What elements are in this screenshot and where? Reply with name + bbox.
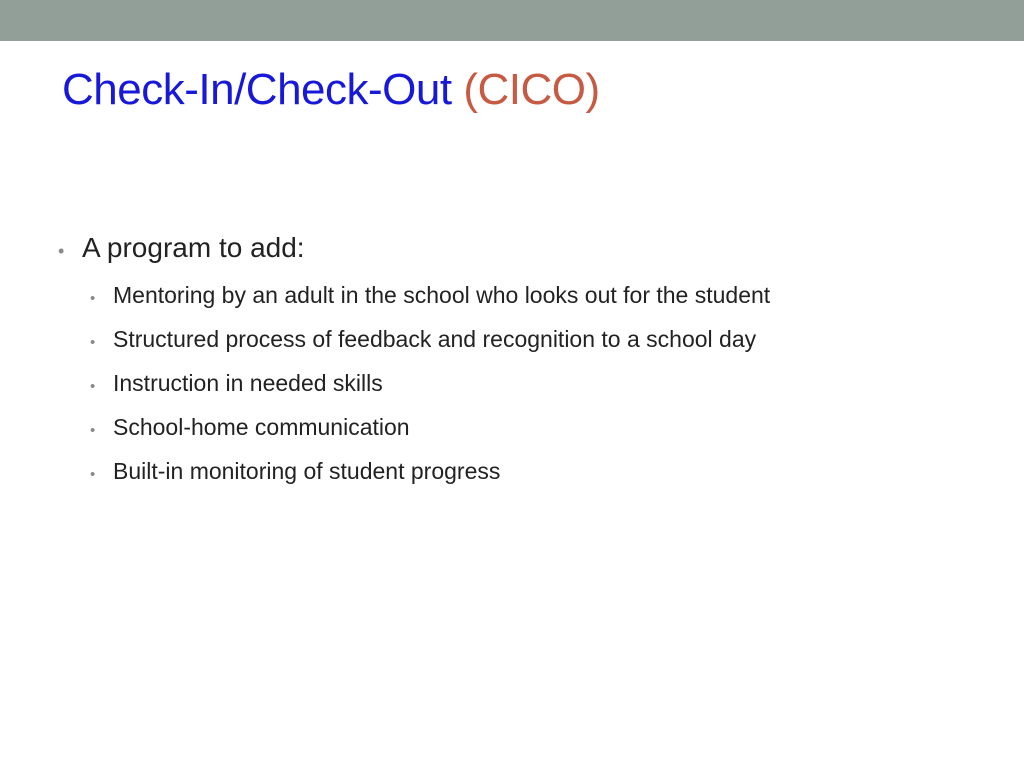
sub-bullet-list — [58, 275, 978, 495]
bullet-icon: • — [90, 334, 96, 351]
bullet-icon: • — [90, 290, 96, 307]
top-band — [0, 0, 1024, 41]
sub-bullet-item — [90, 451, 978, 495]
sub-bullet-text: School-home communication — [113, 414, 410, 440]
title-main: Check-In/Check-Out — [62, 65, 452, 114]
sub-bullet-text: Mentoring by an adult in the school who looks out for the student — [113, 282, 771, 308]
sub-bullet-text: Built-in monitoring of student progress — [113, 458, 501, 484]
title-accent: (CICO) — [463, 65, 600, 114]
main-bullet-point — [58, 228, 978, 271]
sub-bullet-text: Instruction in needed skills — [113, 370, 383, 396]
bullet-icon: • — [90, 378, 96, 395]
slide-title — [62, 62, 600, 118]
sub-bullet-text: Structured process of feedback and recognition to a school day — [113, 326, 757, 352]
sub-bullet-item — [90, 407, 978, 451]
main-point-text: A program to add: — [82, 232, 305, 263]
bullet-icon: • — [90, 466, 96, 483]
sub-bullet-item — [90, 363, 978, 407]
bullet-icon: • — [90, 422, 96, 439]
slide-content — [58, 228, 978, 495]
sub-bullet-item — [90, 275, 978, 319]
sub-bullet-item — [90, 319, 978, 363]
bullet-icon: • — [58, 241, 65, 261]
